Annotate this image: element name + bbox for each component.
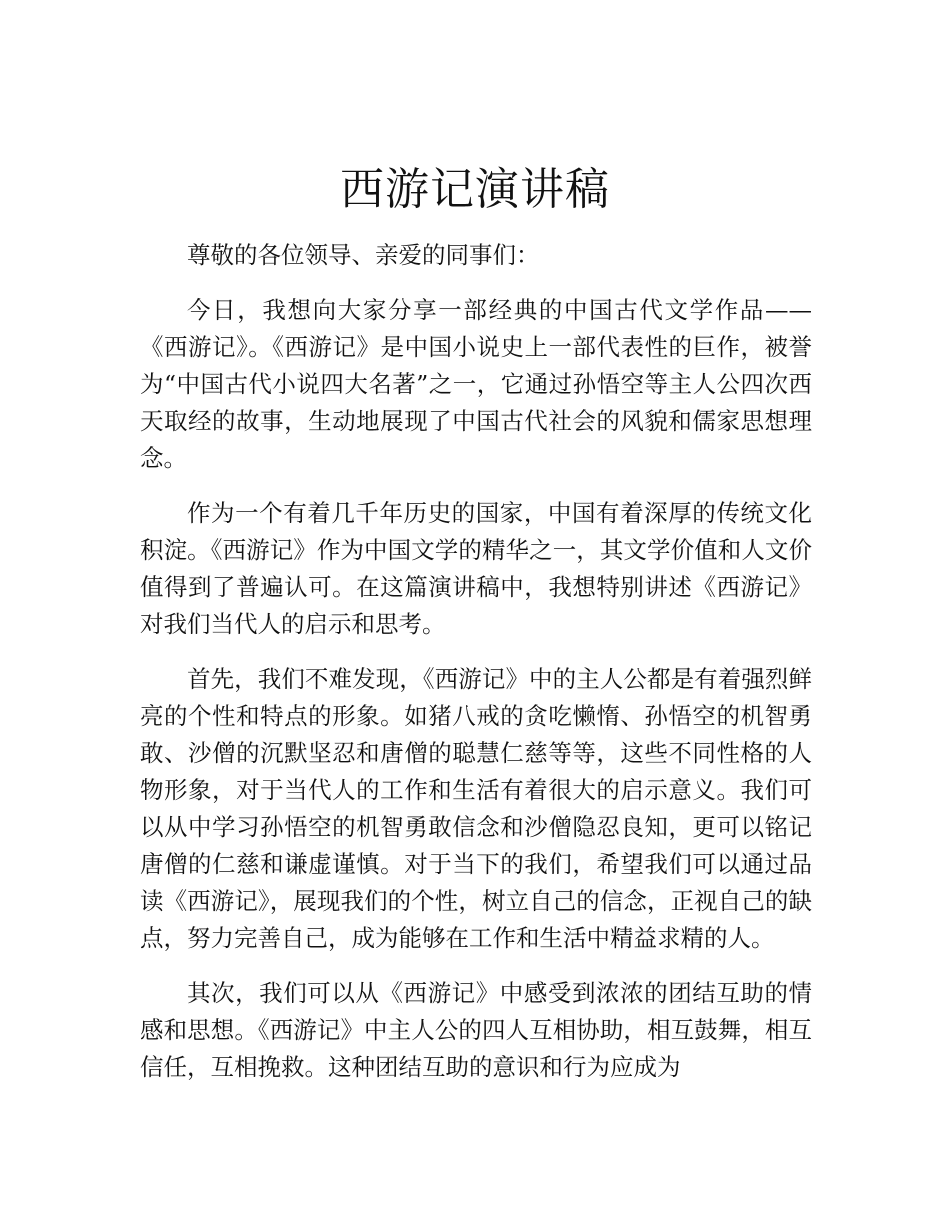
body-paragraph: 作为一个有着几千年历史的国家，中国有着深厚的传统文化积淀。《西游记》作为中国文学的精华之一，其文学价值和人文价值得到了普遍认可。在这篇演讲稿中，我想特别讲述《西游记》对我们当代人的启示和思考。 — [140, 499, 812, 638]
document-title: 西游记演讲稿 — [340, 164, 610, 215]
salutation-paragraph: 尊敬的各位领导、亲爱的同事们： — [187, 241, 540, 269]
body-paragraph: 其次，我们可以从《西游记》中感受到浓浓的团结互助的情感和思想。《西游记》中主人公的四人互相协助，相互鼓舞，相互信任，互相挽救。这种团结互助的意识和行为应成为 — [140, 979, 812, 1081]
body-paragraph: 首先，我们不难发现，《西游记》中的主人公都是有着强烈鲜亮的个性和特点的形象。如猪八戒的贪吃懒惰、孙悟空的机智勇敢、沙僧的沉默坚忍和唐僧的聪慧仁慈等等，这些不同性格的人物形象，对于当代人的工作和生活有着很大的启示意义。我们可以从中学习孙悟空的机智勇敢信念和沙僧隐忍良知，更可以铭记唐僧的仁慈和谦虚谨慎。对于当下的我们，希望我们可以通过品读《西游记》，展现我们的个性，树立自己的信念，正视自己的缺点，努力完善自己，成为能够在工作和生活中精益求精的人。 — [140, 665, 812, 952]
body-paragraph: 今日，我想向大家分享一部经典的中国古代文学作品——《西游记》。《西游记》是中国小说史上一部代表性的巨作，被誉为“中国古代小说四大名著”之一，它通过孙悟空等主人公四次西天取经的故事，生动地展现了中国古代社会的风貌和儒家思想理念。 — [140, 296, 812, 472]
document-body — [140, 237, 812, 1104]
